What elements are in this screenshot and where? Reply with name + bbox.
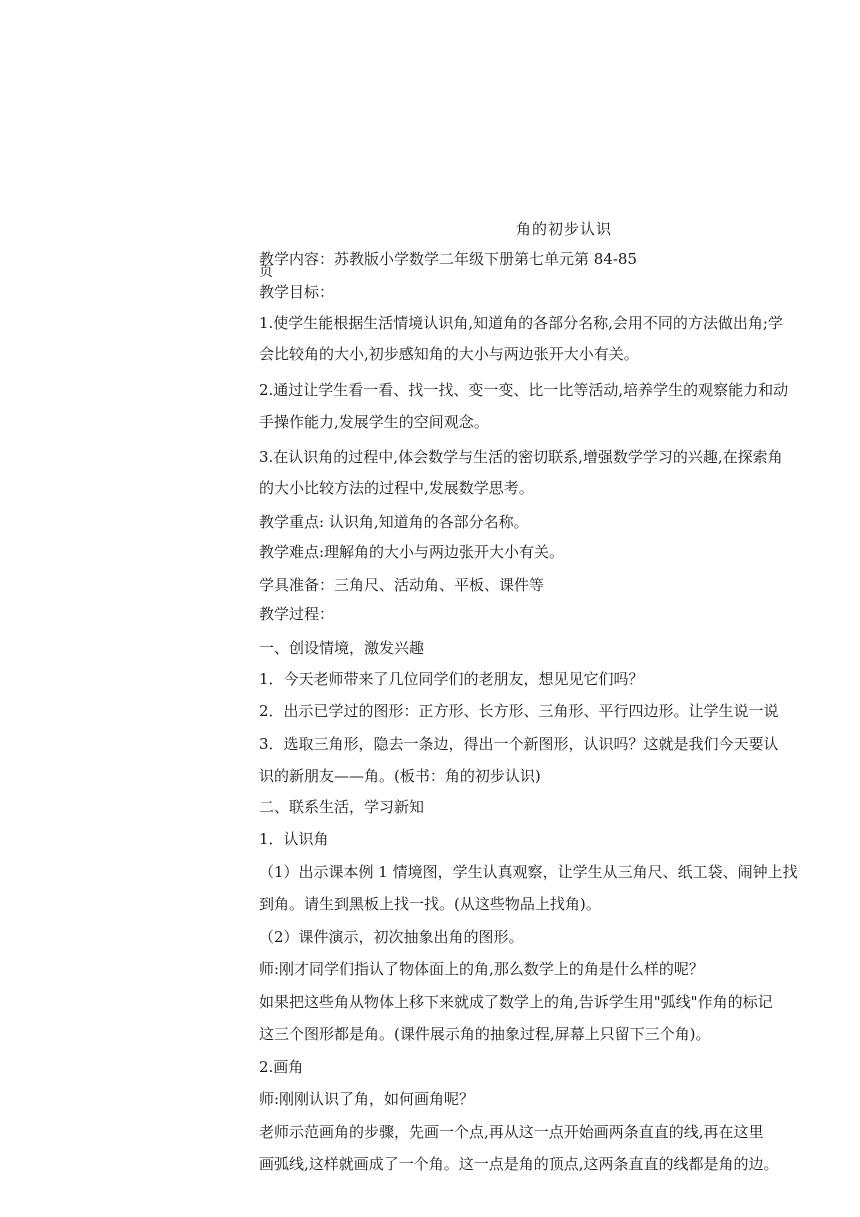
text-line: 这三个图形都是角。(课件展示角的抽象过程,屏幕上只留下三个角)。 — [259, 1025, 711, 1043]
text-line: 到角。请生到黑板上找一找。(从这些物品上找角)。 — [259, 895, 601, 913]
text-line: 识的新朋友——角。(板书：角的初步认识) — [259, 767, 541, 785]
text-line: 教学内容：苏教版小学数学二年级下册第七单元第 84-85 — [259, 250, 638, 268]
text-line: 手操作能力,发展学生的空间观念。 — [259, 413, 489, 431]
text-line: 1．认识角 — [259, 830, 329, 848]
text-line: 二、联系生活，学习新知 — [259, 798, 425, 816]
text-line: 画弧线,这样就画成了一个角。这一点是角的顶点,这两条直直的线都是角的边。 — [259, 1155, 779, 1173]
text-line: 老师示范画角的步骤，先画一个点,再从这一点开始画两条直直的线,再在这里 — [259, 1123, 764, 1141]
text-line: 教学难点:理解角的大小与两边张开大小有关。 — [259, 543, 565, 561]
text-line: 2.通过让学生看一看、找一找、变一变、比一比等活动,培养学生的观察能力和动 — [259, 381, 789, 399]
text-line: 3．选取三角形，隐去一条边，得出一个新图形，认识吗？这就是我们今天要认 — [259, 735, 779, 753]
text-line: 页 — [259, 264, 273, 280]
text-line: 教学过程： — [259, 605, 335, 623]
document-title: 角的初步认识 — [515, 220, 612, 238]
text-line: 2．出示已学过的图形：正方形、长方形、三角形、平行四边形。让学生说一说 — [259, 702, 779, 720]
text-line: 一、创设情境，激发兴趣 — [259, 639, 425, 657]
text-line: 师:刚才同学们指认了物体面上的角,那么数学上的角是什么样的呢？ — [259, 960, 704, 978]
text-line: （1）出示课本例 1 情境图，学生认真观察，让学生从三角尺、纸工袋、闹钟上找 — [259, 863, 798, 881]
text-line: 的大小比较方法的过程中,发展数学思考。 — [259, 479, 534, 497]
text-line: 学具准备：三角尺、活动角、平板、课件等 — [259, 576, 545, 594]
text-line: 如果把这些角从物体上移下来就成了数学上的角,告诉学生用"弧线"作角的标记 — [259, 993, 773, 1011]
text-line: 1．今天老师带来了几位同学们的老朋友，想见见它们吗？ — [259, 670, 644, 688]
text-line: 教学重点: 认识角,知道角的各部分名称。 — [259, 513, 529, 531]
text-line: 2.画角 — [259, 1058, 304, 1076]
text-line: （2）课件演示，初次抽象出角的图形。 — [259, 928, 524, 946]
text-line: 1.使学生能根据生活情境认识角,知道角的各部分名称,会用不同的方法做出角;学 — [259, 314, 783, 332]
text-line: 会比较角的大小,初步感知角的大小与两边张开大小有关。 — [259, 345, 639, 363]
text-line: 师:刚刚认识了角，如何画角呢？ — [259, 1090, 475, 1108]
text-line: 教学目标： — [259, 283, 335, 301]
text-line: 3.在认识角的过程中,体会数学与生活的密切联系,增强数学学习的兴趣,在探索角 — [259, 448, 783, 466]
